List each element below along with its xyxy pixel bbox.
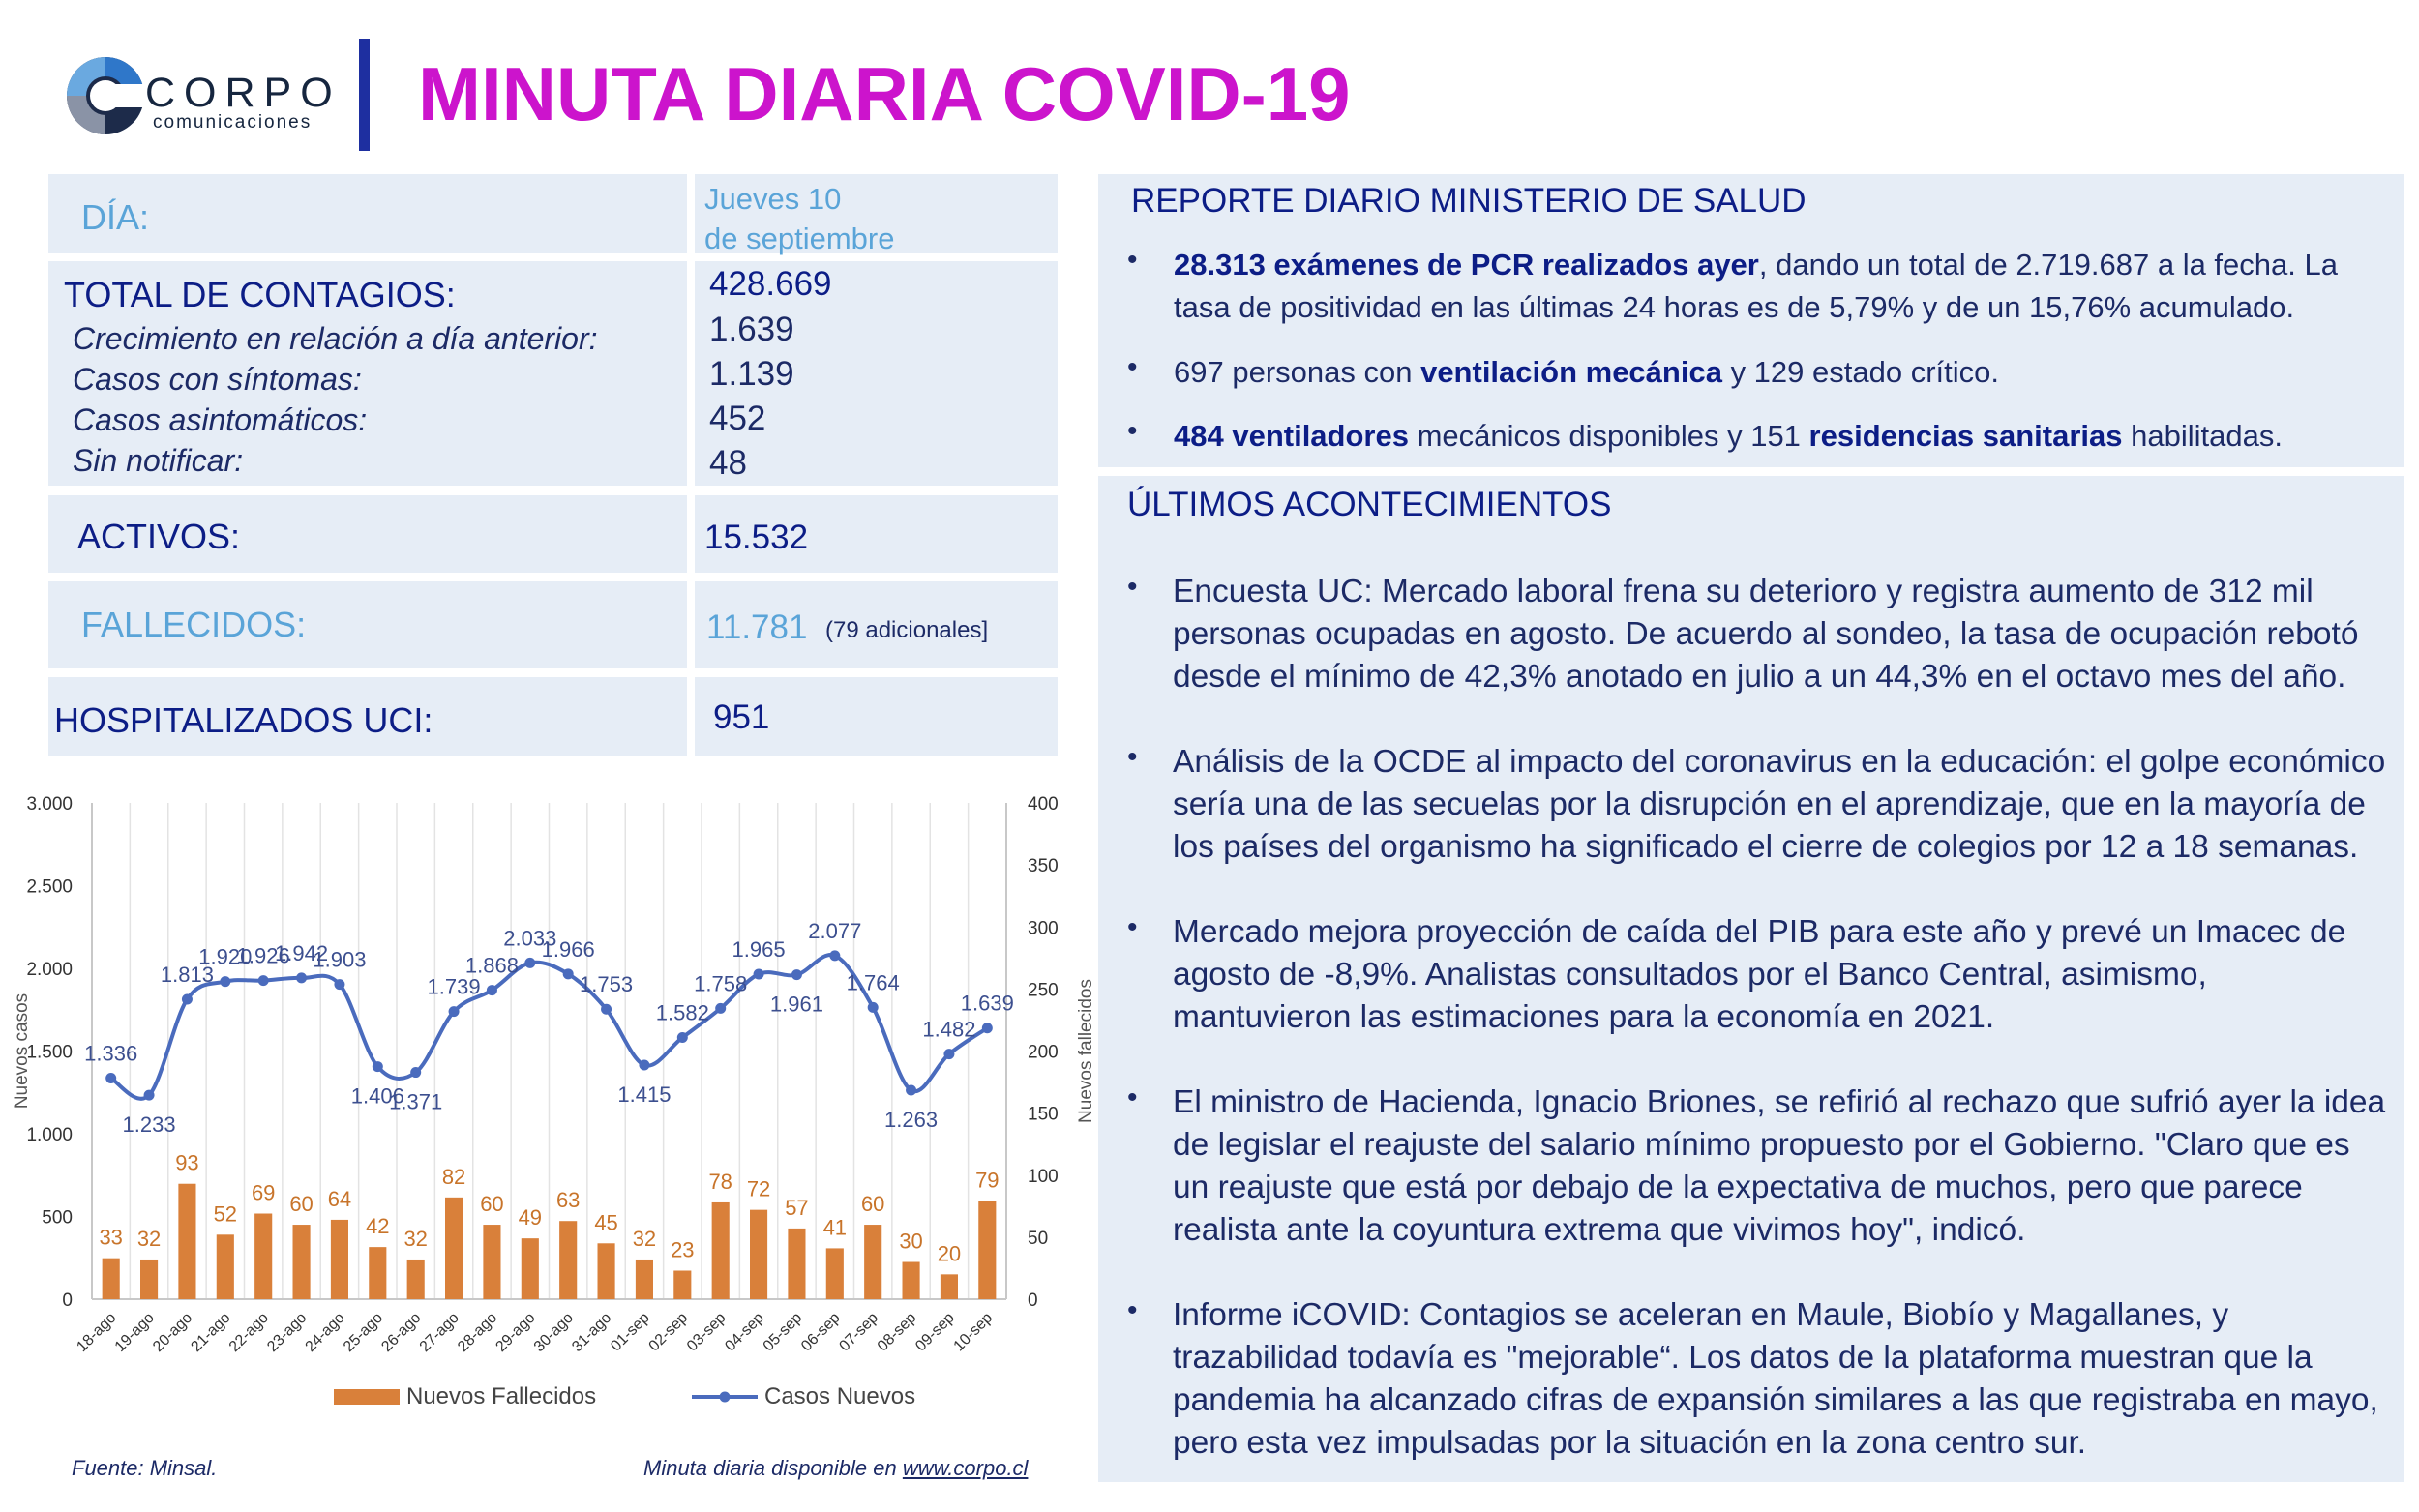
fallecidos-note: (79 adicionales] (825, 617, 989, 643)
bar-nuevos-fallecidos (788, 1229, 805, 1299)
bullet-icon: • (1127, 415, 1138, 447)
y-tick-label: 2.500 (26, 876, 73, 898)
bar-nuevos-fallecidos (483, 1225, 500, 1299)
acontecimientos-title: ÚLTIMOS ACONTECIMIENTOS (1127, 486, 1612, 523)
bar-nuevos-fallecidos (445, 1198, 463, 1299)
line-point-casos-nuevos (487, 985, 497, 995)
covid-chart (0, 774, 1096, 1412)
bar-data-label: 63 (555, 1188, 581, 1213)
sin-notificar-value: 48 (709, 444, 747, 482)
pcr-text: , dando un total de 2.719.687 a la fecha. La (1758, 248, 2338, 282)
line-data-label: 1.965 (732, 936, 786, 962)
news-item-4: El ministro de Hacienda, Ignacio Briones, se refirió al rechazo que sufrió ayer la idea de legislar el reajuste del salario mínimo propuesto por el Gobierno. "Claro que es un reajuste que está por debajo de la expectativa de muchos, pero que parece realista ante la coyuntura extrema que vivimos hoy", indicó. (1173, 1084, 2386, 1248)
line-point-casos-nuevos (144, 1090, 155, 1101)
activos-value: 15.532 (704, 519, 809, 556)
fallecidos-value-cell (695, 581, 1058, 668)
y-axis-title: Nuevos casos (12, 993, 32, 1110)
activos-label: ACTIVOS: (77, 517, 241, 556)
crecimiento-label: Crecimiento en relación a día anterior: (73, 321, 598, 356)
bar-nuevos-fallecidos (522, 1238, 539, 1299)
bar-nuevos-fallecidos (140, 1260, 158, 1299)
x-tick-label: 01-sep (608, 1309, 653, 1355)
bar-data-label: 23 (671, 1237, 695, 1262)
reporte-bullet-3: 484 ventiladores mecánicos disponibles y 151 residencias sanitarias habilitadas. (1174, 419, 2283, 453)
corpo-website-link[interactable]: www.corpo.cl (902, 1456, 1029, 1480)
bar-nuevos-fallecidos (369, 1247, 386, 1299)
bar-data-label: 32 (136, 1226, 162, 1251)
footer-source: Fuente: Minsal. (72, 1456, 218, 1480)
line-data-label: 1.920 (198, 944, 253, 969)
line-point-casos-nuevos (715, 1003, 726, 1014)
x-tick-label: 20-ago (150, 1309, 196, 1356)
line-data-label: 1.371 (389, 1089, 443, 1114)
y-tick-label: 0 (62, 1290, 73, 1311)
news-item-1: Encuesta UC: Mercado laboral frena su deterioro y registra aumento de 312 mil personas ocupadas en agosto. De acuerdo al sondeo, la tasa de ocupación rebotó desde el mínimo de 42,3% anotado en julio a un 44,3% en el octavo mes del año. (1173, 574, 2359, 695)
bullet-icon: • (1127, 351, 1138, 383)
line-data-label: 1.758 (694, 971, 748, 996)
bar-nuevos-fallecidos (331, 1220, 348, 1299)
bar-nuevos-fallecidos (750, 1210, 767, 1299)
bar-nuevos-fallecidos (636, 1260, 653, 1299)
positividad-text: tasa de positividad en las últimas 24 horas es de 5,79% y de un 15,76% acumulado. (1174, 290, 2295, 324)
line-data-label: 1.233 (122, 1112, 176, 1138)
line-point-casos-nuevos (182, 993, 193, 1004)
bar-nuevos-fallecidos (598, 1243, 615, 1299)
x-tick-label: 25-ago (340, 1309, 387, 1356)
sin-notificar-label: Sin notificar: (73, 443, 244, 478)
line-data-label: 1.868 (464, 953, 519, 978)
bar-data-label: 60 (480, 1192, 504, 1217)
reporte-title: REPORTE DIARIO MINISTERIO DE SALUD (1131, 182, 1807, 220)
line-point-casos-nuevos (868, 1002, 879, 1013)
header-divider (359, 39, 370, 151)
bar-nuevos-fallecidos (826, 1248, 844, 1299)
y2-axis-title: Nuevos fallecidos (1076, 979, 1096, 1123)
uci-label: HOSPITALIZADOS UCI: (54, 700, 433, 740)
x-tick-label: 03-sep (683, 1309, 730, 1355)
y2-tick-label: 400 (1028, 794, 1059, 815)
line-data-label: 1.813 (160, 962, 214, 987)
x-tick-label: 05-sep (760, 1309, 806, 1355)
dia-value-line2: de septiembre (704, 222, 895, 255)
reporte-bullet-1 (1174, 244, 2393, 329)
bullet-icon: • (1127, 571, 1138, 603)
line-point-casos-nuevos (563, 968, 574, 979)
uci-value: 951 (713, 698, 770, 736)
bar-data-label: 82 (441, 1164, 466, 1189)
x-tick-label: 27-ago (416, 1309, 463, 1356)
bar-data-label: 93 (175, 1150, 199, 1175)
line-data-label: 1.753 (580, 972, 634, 997)
bar-data-label: 60 (289, 1192, 314, 1217)
line-data-label: 1.415 (617, 1082, 672, 1108)
bar-nuevos-fallecidos (941, 1274, 958, 1299)
line-data-label: 1.336 (84, 1041, 138, 1066)
crecimiento-value: 1.639 (709, 311, 794, 348)
y2-tick-label: 250 (1028, 980, 1059, 1001)
y-tick-label: 3.000 (26, 794, 73, 815)
sintomas-label: Casos con síntomas: (73, 362, 362, 397)
y2-tick-label: 150 (1028, 1104, 1059, 1125)
legend-label-casos: Casos Nuevos (764, 1383, 916, 1409)
bar-data-label: 52 (213, 1201, 238, 1227)
bullet-icon: • (1127, 1082, 1138, 1113)
y2-tick-label: 50 (1028, 1228, 1049, 1249)
bar-nuevos-fallecidos (864, 1225, 881, 1299)
bar-nuevos-fallecidos (217, 1234, 234, 1299)
bar-data-label: 57 (785, 1195, 809, 1220)
bar-nuevos-fallecidos (673, 1271, 691, 1299)
bar-nuevos-fallecidos (103, 1259, 120, 1299)
x-tick-label: 22-ago (225, 1309, 273, 1356)
line-data-label: 1.764 (846, 970, 900, 995)
contagios-value-cell (695, 261, 1058, 486)
line-point-casos-nuevos (677, 1032, 688, 1043)
line-point-casos-nuevos (334, 979, 344, 990)
brand-name: CORPO (145, 70, 342, 116)
line-point-casos-nuevos (601, 1004, 612, 1015)
x-tick-label: 23-ago (264, 1309, 311, 1356)
bar-data-label: 30 (899, 1229, 923, 1254)
x-tick-label: 19-ago (111, 1309, 158, 1356)
line-data-label: 1.942 (275, 940, 329, 965)
total-contagios-label: TOTAL DE CONTAGIOS: (64, 275, 456, 314)
bar-data-label: 79 (975, 1168, 1000, 1193)
line-data-label: 1.961 (769, 992, 823, 1017)
bar-data-label: 32 (632, 1226, 657, 1251)
legend-marker-casos (720, 1392, 731, 1403)
x-tick-label: 24-ago (302, 1309, 348, 1356)
y2-tick-label: 0 (1028, 1290, 1038, 1311)
bar-nuevos-fallecidos (903, 1262, 920, 1299)
y2-tick-label: 100 (1028, 1166, 1059, 1187)
y-tick-label: 1.500 (26, 1042, 73, 1063)
line-point-casos-nuevos (449, 1006, 460, 1017)
corpo-logo-icon (62, 52, 149, 139)
x-tick-label: 26-ago (378, 1309, 425, 1356)
x-tick-label: 04-sep (722, 1309, 767, 1355)
x-tick-label: 07-sep (836, 1309, 882, 1355)
line-data-label: 1.903 (313, 947, 367, 972)
bar-data-label: 49 (518, 1205, 543, 1230)
activos-value-cell (695, 495, 1058, 573)
x-tick-label: 31-ago (569, 1309, 615, 1356)
bar-data-label: 72 (746, 1176, 771, 1201)
x-tick-label: 18-ago (74, 1309, 120, 1356)
brand-subtitle: comunicaciones (153, 112, 313, 133)
legend-label-fallecidos: Nuevos Fallecidos (406, 1383, 597, 1409)
y-tick-label: 1.000 (26, 1125, 73, 1145)
dia-value-line1: Jueves 10 (704, 182, 842, 216)
bullet-icon: • (1127, 244, 1138, 276)
x-tick-label: 06-sep (798, 1309, 844, 1355)
line-point-casos-nuevos (829, 950, 840, 961)
asintomaticos-value: 452 (709, 400, 766, 437)
bar-data-label: 32 (403, 1226, 428, 1251)
dia-label-cell (48, 174, 687, 253)
x-tick-label: 28-ago (455, 1309, 501, 1356)
bar-data-label: 64 (327, 1186, 352, 1211)
dia-label: DÍA: (81, 197, 150, 237)
activos-label-cell (48, 495, 687, 573)
fallecidos-label-cell (48, 581, 687, 668)
contagios-label-cell (48, 261, 687, 486)
line-point-casos-nuevos (639, 1060, 649, 1071)
pcr-bold-text: 28.313 exámenes de PCR realizados ayer (1174, 248, 1759, 282)
x-tick-label: 02-sep (645, 1309, 692, 1355)
dia-value-cell (695, 174, 1058, 253)
bar-data-label: 69 (251, 1180, 276, 1205)
bar-data-label: 41 (822, 1215, 848, 1240)
line-data-label: 2.033 (503, 926, 557, 951)
x-tick-label: 09-sep (912, 1309, 958, 1355)
fallecidos-label: FALLECIDOS: (81, 605, 307, 644)
line-data-label: 1.639 (960, 991, 1014, 1016)
line-point-casos-nuevos (906, 1085, 916, 1096)
y2-tick-label: 300 (1028, 918, 1059, 939)
bar-data-label: 78 (708, 1169, 732, 1194)
uci-value-cell (695, 677, 1058, 756)
line-point-casos-nuevos (410, 1067, 421, 1078)
line-data-label: 1.482 (922, 1017, 976, 1042)
sintomas-value: 1.139 (709, 355, 794, 393)
x-tick-label: 21-ago (188, 1309, 234, 1356)
bar-data-label: 20 (937, 1241, 962, 1266)
line-data-label: 1.926 (236, 943, 290, 968)
fallecidos-value: 11.781 (706, 608, 808, 646)
bar-data-label: 33 (99, 1225, 123, 1250)
news-item-2: Análisis de la OCDE al impacto del coronavirus en la educación: el golpe económico sería una de las secuelas por la disrupción en el aprendizaje, que en la mayoría de los países del organismo ha significado el cierre de colegios por 12 a 18 semanas. (1173, 744, 2386, 865)
line-point-casos-nuevos (258, 975, 269, 986)
acontecimientos-panel (1098, 476, 2404, 1482)
line-data-label: 2.077 (808, 918, 862, 943)
bullet-icon: • (1127, 911, 1138, 943)
line-data-label: 1.739 (427, 974, 481, 999)
line-point-casos-nuevos (791, 969, 802, 980)
y-tick-label: 500 (42, 1207, 73, 1229)
uci-label-cell (48, 677, 687, 756)
x-tick-label: 29-ago (493, 1309, 539, 1356)
line-data-label: 1.966 (541, 936, 595, 962)
bar-nuevos-fallecidos (178, 1184, 195, 1299)
bar-nuevos-fallecidos (978, 1201, 996, 1299)
bullet-icon: • (1127, 1294, 1138, 1326)
bar-nuevos-fallecidos (254, 1214, 272, 1299)
bar-nuevos-fallecidos (712, 1202, 730, 1299)
news-item-5: Informe iCOVID: Contagios se aceleran en Maule, Biobío y Magallanes, y trazabilidad todavía es "mejorable“. Los datos de la plataforma muestran que la pandemia ha alcanzado cifras de expansión similares a las que registraba en mayo, pero esta vez impulsadas por la situación en la zona centro sur. (1173, 1297, 2378, 1461)
bar-data-label: 42 (366, 1214, 390, 1239)
line-point-casos-nuevos (754, 968, 764, 979)
y-tick-label: 2.000 (26, 960, 73, 980)
line-point-casos-nuevos (105, 1073, 116, 1083)
line-data-label: 1.406 (350, 1083, 404, 1109)
bullet-icon: • (1127, 741, 1138, 773)
line-data-label: 1.263 (884, 1108, 939, 1133)
bar-data-label: 60 (860, 1192, 885, 1217)
x-tick-label: 08-sep (874, 1309, 920, 1355)
news-item-3: Mercado mejora proyección de caída del PIB para este año y prevé un Imacec de agosto de -8,9%. Analistas consultados por el Banco Central, asimismo, mantuvieron las estimaciones para la economía en 2021. (1173, 914, 2346, 1035)
footer-link-text: Minuta diaria disponible en www.corpo.cl (643, 1456, 1029, 1480)
page-title: MINUTA DIARIA COVID-19 (418, 51, 1351, 136)
bar-nuevos-fallecidos (559, 1221, 577, 1299)
line-point-casos-nuevos (982, 1023, 993, 1033)
bar-nuevos-fallecidos (407, 1260, 425, 1299)
bar-nuevos-fallecidos (293, 1225, 311, 1299)
line-point-casos-nuevos (943, 1049, 954, 1059)
bar-data-label: 45 (594, 1210, 618, 1235)
y2-tick-label: 350 (1028, 856, 1059, 877)
line-point-casos-nuevos (296, 972, 307, 983)
line-point-casos-nuevos (220, 976, 230, 987)
x-tick-label: 10-sep (950, 1309, 997, 1355)
x-tick-label: 30-ago (530, 1309, 578, 1356)
asintomaticos-label: Casos asintomáticos: (73, 402, 368, 437)
line-point-casos-nuevos (373, 1061, 383, 1072)
legend-swatch-fallecidos (334, 1389, 400, 1405)
reporte-panel (1098, 174, 2404, 467)
reporte-bullet-2: 697 personas con ventilación mecánica y 129 estado crítico. (1174, 355, 1999, 389)
total-contagios-value: 428.669 (709, 265, 832, 303)
line-point-casos-nuevos (524, 958, 535, 968)
line-data-label: 1.582 (655, 1000, 709, 1025)
y2-tick-label: 200 (1028, 1042, 1059, 1063)
